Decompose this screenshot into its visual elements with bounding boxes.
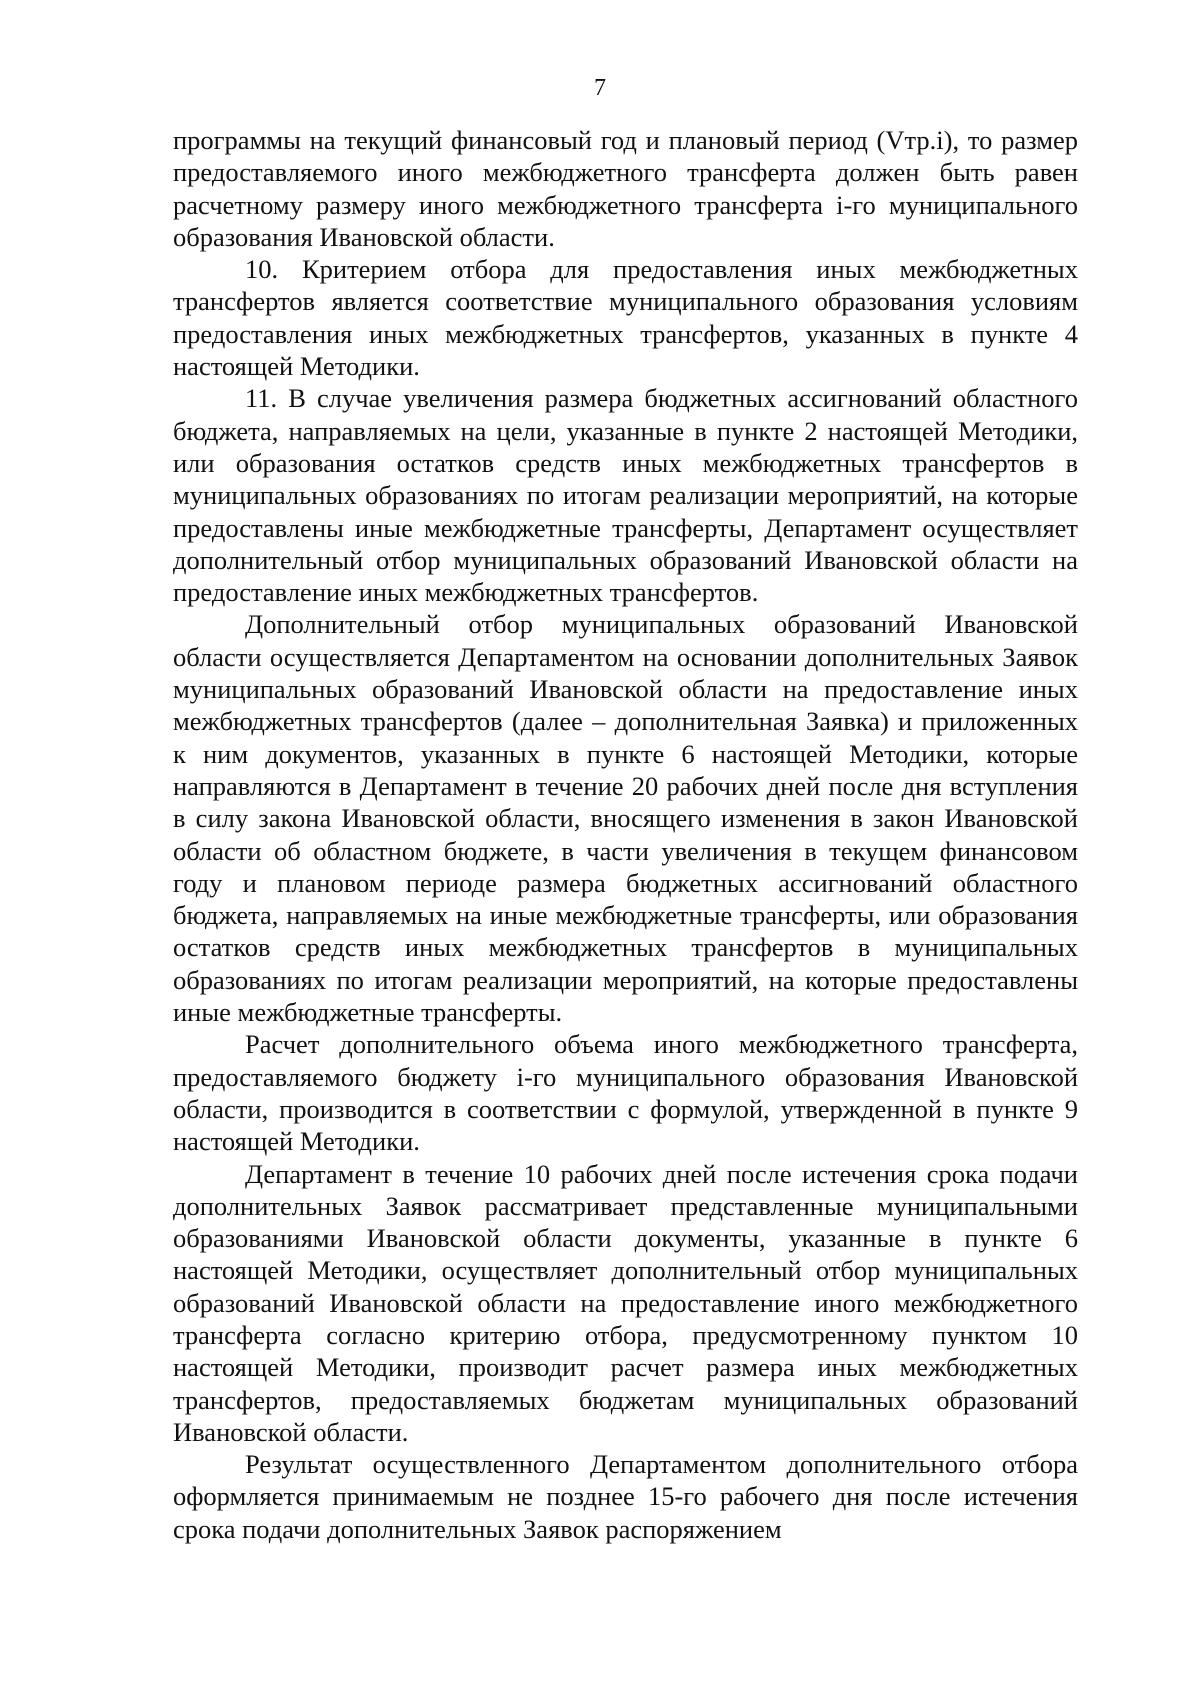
paragraph-calculation: Расчет дополнительного объема иного межбюджетного трансферта, предоставляемого бюджету i-го муниципального образования Ивановской области, производится в соответствии с формулой, утвержденной в пункте 9 настоящей Методики. [173,1029,1078,1157]
document-body [173,124,1078,1545]
paragraph-continuation: программы на текущий финансовый год и плановый период (Vтр.i), то размер предоставляемого иного межбюджетного трансферта должен быть равен расчетному размеру иного межбюджетного трансферта i-го муниципального образования Ивановской области. [173,125,1078,252]
paragraph-department-review: Департамент в течение 10 рабочих дней после истечения срока подачи дополнительных Заявок рассматривает представленные муниципальными образованиями Ивановской области документы, указанные в пункте 6 настоящей Методики, осуществляет дополнительный отбор муниципальных образований Ивановской области на предоставление иного межбюджетного трансферта согласно критерию отбора, предусмотренному пунктом 10 настоящей Методики, производит расчет размера иных межбюджетных трансфертов, предоставляемых бюджетам муниципальных образований Ивановской области. [173,1158,1078,1447]
paragraph-item-10: 10. Критерием отбора для предоставления иных межбюджетных трансфертов является соответствие муниципального образования условиям предоставления иных межбюджетных трансфертов, указанных в пункте 4 настоящей Методики. [173,254,1078,382]
paragraph-item-11: 11. В случае увеличения размера бюджетных ассигнований областного бюджета, направляемых на цели, указанные в пункте 2 настоящей Методики, или образования остатков средств иных межбюджетных трансфертов в муниципальных образованиях по итогам реализации мероприятий, на которые предоставлены иные межбюджетные трансферты, Департамент осуществляет дополнительный отбор муниципальных образований Ивановской области на предоставление иных межбюджетных трансфертов. [173,383,1078,608]
paragraph-additional-selection: Дополнительный отбор муниципальных образований Ивановской области осуществляется Департаментом на основании дополнительных Заявок муниципальных образований Ивановской области на предоставление иных межбюджетных трансфертов (далее – дополнительная Заявка) и приложенных к ним документов, указанных в пункте 6 настоящей Методики, которые направляются в Департамент в течение 20 рабочих дней после дня вступления в силу закона Ивановской области, вносящего изменения в закон Ивановской области об областном бюджете, в части увеличения в текущем финансовом году и плановом периоде размера бюджетных ассигнований областного бюджета, направляемых на иные межбюджетные трансферты, или образования остатков средств иных межбюджетных трансфертов в муниципальных образованиях по итогам реализации мероприятий, на которые предоставлены иные межбюджетные трансферты. [173,609,1078,1028]
page-number: 7 [594,75,606,101]
paragraph-result: Результат осуществленного Департаментом дополнительного отбора оформляется принимаемым не позднее 15-го рабочего дня после истечения срока подачи дополнительных Заявок распоряжением [173,1449,1078,1544]
